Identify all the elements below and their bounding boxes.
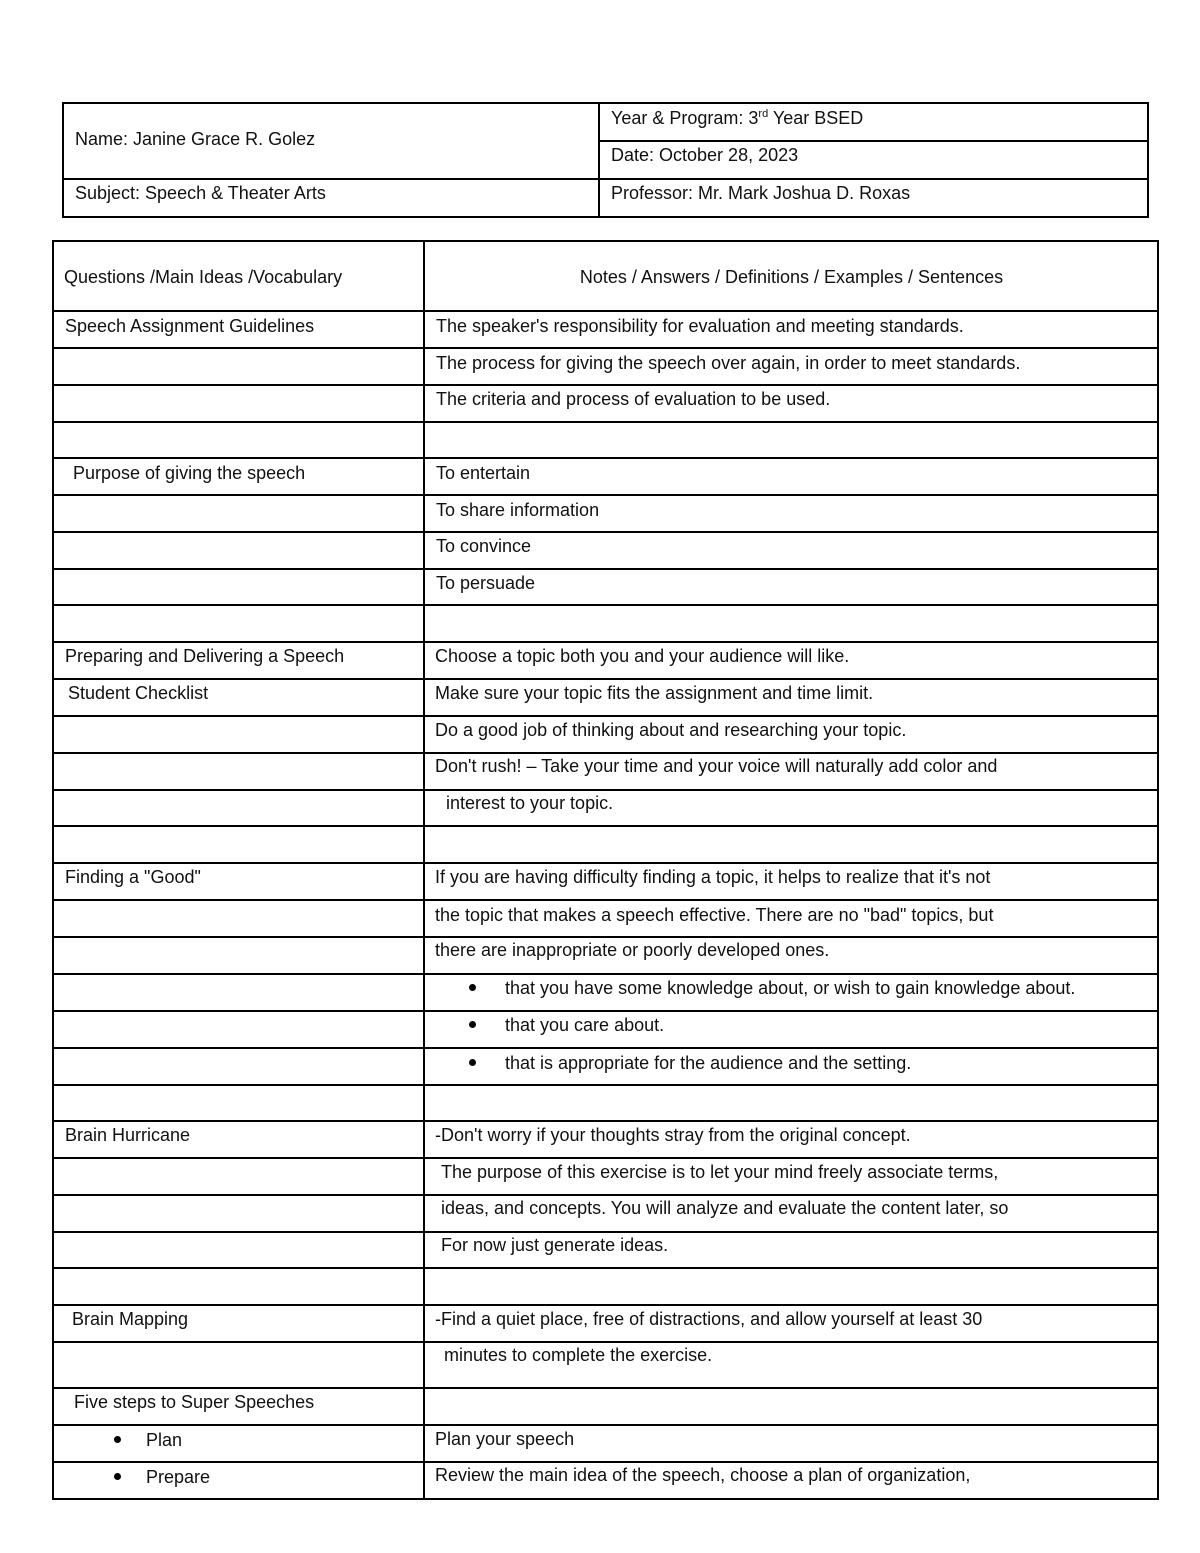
row-line — [52, 1304, 1159, 1306]
left-cell: Purpose of giving the speech — [73, 463, 306, 483]
row-line — [52, 641, 1159, 643]
bullet-icon — [114, 1436, 121, 1443]
row-line — [52, 604, 1159, 606]
right-cell: -Find a quiet place, free of distractions, and allow yourself at least 30 — [435, 1309, 983, 1329]
left-cell: Plan — [146, 1430, 183, 1450]
row-line — [52, 1231, 1159, 1233]
row-line — [52, 1461, 1159, 1463]
right-cell: The speaker's responsibility for evaluation and meeting standards. — [436, 316, 964, 336]
right-cell: To convince — [436, 536, 532, 556]
left-cell: Prepare — [146, 1467, 211, 1487]
row-line — [52, 1341, 1159, 1343]
right-cell: ideas, and concepts. You will analyze and evaluate the content later, so — [441, 1198, 1009, 1218]
bullet-icon — [469, 984, 476, 991]
row-line — [52, 789, 1159, 791]
date: Date: October 28, 2023 — [611, 145, 799, 165]
bullet-icon — [469, 1021, 476, 1028]
left-cell: Brain Hurricane — [65, 1125, 191, 1145]
subject: Subject: Speech & Theater Arts — [75, 183, 326, 203]
left-cell: Student Checklist — [68, 683, 209, 703]
header-divider-1 — [598, 140, 1149, 142]
row-line — [52, 1267, 1159, 1269]
row-line — [52, 862, 1159, 864]
professor: Professor: Mr. Mark Joshua D. Roxas — [611, 183, 911, 203]
header-divider-vertical — [598, 102, 600, 218]
right-cell: For now just generate ideas. — [441, 1235, 669, 1255]
row-line — [52, 973, 1159, 975]
right-cell: the topic that makes a speech effective. There are no "bad" topics, but — [435, 905, 994, 925]
row-line — [52, 825, 1159, 827]
row-line — [52, 1387, 1159, 1389]
row-line — [52, 347, 1159, 349]
right-cell: -Don't worry if your thoughts stray from the original concept. — [435, 1125, 911, 1145]
right-cell: there are inappropriate or poorly developed ones. — [435, 940, 830, 960]
row-line — [52, 384, 1159, 386]
left-cell: Five steps to Super Speeches — [74, 1392, 315, 1412]
header-divider-2 — [62, 178, 1149, 180]
row-line — [52, 310, 1159, 312]
row-line — [52, 457, 1159, 459]
year-program-sup: rd — [758, 108, 769, 120]
row-line — [52, 531, 1159, 533]
row-line — [52, 1084, 1159, 1086]
row-line — [52, 421, 1159, 423]
right-cell: minutes to complete the exercise. — [444, 1345, 713, 1365]
row-line — [52, 899, 1159, 901]
notes-column-divider — [423, 240, 425, 1500]
row-line — [52, 494, 1159, 496]
right-cell: that you have some knowledge about, or wish to gain knowledge about. — [505, 978, 1076, 998]
student-name: Name: Janine Grace R. Golez — [75, 129, 316, 149]
right-cell: interest to your topic. — [446, 793, 614, 813]
right-cell: Do a good job of thinking about and researching your topic. — [435, 720, 907, 740]
year-program — [611, 107, 863, 129]
right-cell: If you are having difficulty finding a topic, it helps to realize that it's not — [435, 867, 991, 887]
row-line — [52, 1194, 1159, 1196]
right-cell: To persuade — [436, 573, 536, 593]
row-line — [52, 1157, 1159, 1159]
left-cell: Preparing and Delivering a Speech — [65, 646, 345, 666]
right-cell: Make sure your topic fits the assignment and time limit. — [435, 683, 874, 703]
row-line — [52, 715, 1159, 717]
row-line — [52, 1010, 1159, 1012]
right-cell: The purpose of this exercise is to let your mind freely associate terms, — [441, 1162, 999, 1182]
year-program-prefix: Year & Program: 3 — [611, 108, 759, 128]
left-cell: Speech Assignment Guidelines — [65, 316, 315, 336]
right-cell: The process for giving the speech over again, in order to meet standards. — [436, 353, 1021, 373]
year-program-suffix: Year BSED — [768, 108, 864, 128]
right-cell: Don't rush! – Take your time and your voice will naturally add color and — [435, 756, 998, 776]
right-cell: Choose a topic both you and your audience will like. — [435, 646, 850, 666]
right-cell: To share information — [436, 500, 600, 520]
bullet-icon — [469, 1059, 476, 1066]
right-cell: Review the main idea of the speech, choose a plan of organization, — [435, 1465, 971, 1485]
row-line — [52, 752, 1159, 754]
col-left-header: Questions /Main Ideas /Vocabulary — [64, 267, 343, 287]
col-right-header: Notes / Answers / Definitions / Examples / Sentences — [579, 267, 1004, 287]
row-line — [52, 1424, 1159, 1426]
bullet-icon — [114, 1473, 121, 1480]
row-line — [52, 1120, 1159, 1122]
right-cell: The criteria and process of evaluation to be used. — [436, 389, 831, 409]
left-cell: Finding a "Good" — [65, 867, 201, 887]
row-line — [52, 936, 1159, 938]
right-cell: Plan your speech — [435, 1429, 575, 1449]
right-cell: that you care about. — [505, 1015, 665, 1035]
row-line — [52, 678, 1159, 680]
row-line — [52, 568, 1159, 570]
right-cell: that is appropriate for the audience and the setting. — [505, 1053, 912, 1073]
row-line — [52, 1047, 1159, 1049]
left-cell: Brain Mapping — [72, 1309, 189, 1329]
right-cell: To entertain — [436, 463, 531, 483]
